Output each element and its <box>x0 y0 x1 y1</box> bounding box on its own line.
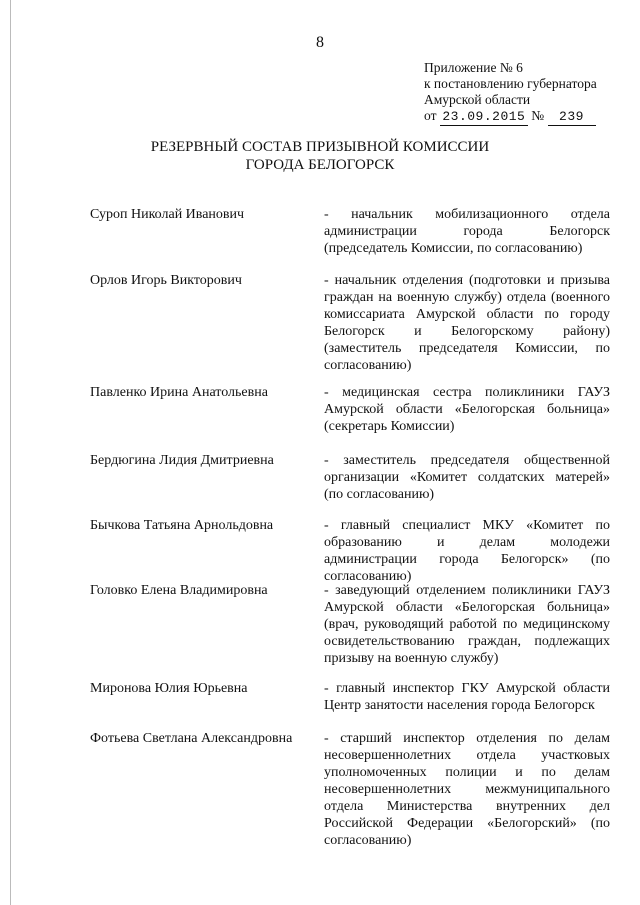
member-name: Суроп Николай Иванович <box>90 207 245 222</box>
appendix-line-3: Амурской области <box>424 92 531 107</box>
member-role: - заместитель председателя общественной организации «Комитет солдатских матерей» (по согласованию) <box>324 453 610 502</box>
roster-row <box>90 517 610 582</box>
member-name: Павленко Ирина Анатольевна <box>90 385 268 400</box>
member-name: Фотьева Светлана Александровна <box>90 731 293 746</box>
appendix-number: 239 <box>548 109 596 126</box>
roster-row <box>90 582 610 680</box>
title-line-1: РЕЗЕРВНЫЙ СОСТАВ ПРИЗЫВНОЙ КОМИССИИ <box>150 139 490 155</box>
roster-row <box>90 680 610 730</box>
appendix-date: 23.09.2015 <box>440 109 528 126</box>
member-name: Орлов Игорь Викторович <box>90 273 242 288</box>
commission-roster <box>90 206 610 849</box>
scan-edge <box>10 0 11 905</box>
number-prefix: № <box>531 108 545 123</box>
member-role: - главный инспектор ГКУ Амурской области Центр занятости населения города Белогорск <box>324 681 610 713</box>
appendix-block <box>424 60 624 126</box>
appendix-line-1: Приложение № 6 <box>424 60 523 75</box>
roster-row <box>90 384 610 452</box>
member-name: Миронова Юлия Юрьевна <box>90 681 248 696</box>
appendix-date-line <box>424 108 624 126</box>
title-line-2: ГОРОДА БЕЛОГОРСК <box>245 157 395 173</box>
member-role: - главный специалист МКУ «Комитет по образованию и делам молодежи администрации города Белогорск» (по согласованию) <box>324 518 610 584</box>
roster-row <box>90 452 610 517</box>
member-name: Головко Елена Владимировна <box>90 583 268 598</box>
appendix-line-2: к постановлению губернатора <box>424 76 597 91</box>
document-title <box>0 138 640 174</box>
member-name: Бычкова Татьяна Арнольдовна <box>90 518 274 533</box>
roster-row <box>90 730 610 849</box>
member-name: Бердюгина Лидия Дмитриевна <box>90 453 274 468</box>
roster-row <box>90 206 610 272</box>
member-role: - начальник мобилизационного отдела администрации города Белогорск (председатель Комиссии, по согласованию) <box>324 207 610 256</box>
member-role: - медицинская сестра поликлиники ГАУЗ Амурской области «Белогорская больница» (секретарь Комиссии) <box>324 385 610 434</box>
page-number: 8 <box>316 34 324 51</box>
member-role: - старший инспектор отделения по делам несовершеннолетних отдела участковых уполномоченных полиции и по делам несовершеннолетних межмуниципального отдела Министерства внутренних дел Российской Федерации «Белогорский» (по согласованию) <box>324 731 610 848</box>
member-role: - заведующий отделением поликлиники ГАУЗ Амурской области «Белогорская больница» (врач, руководящий работой по медицинскому освидетельствованию граждан, подлежащих призыву на военную службу) <box>324 583 610 666</box>
member-role: - начальник отделения (подготовки и призыва граждан на военную службу) отдела (военного комиссариата Амурской области по городу Белогорск и Белогорскому району) (заместитель председателя Комиссии, по согласованию) <box>324 273 610 373</box>
date-prefix: от <box>424 108 437 123</box>
roster-row <box>90 272 610 384</box>
